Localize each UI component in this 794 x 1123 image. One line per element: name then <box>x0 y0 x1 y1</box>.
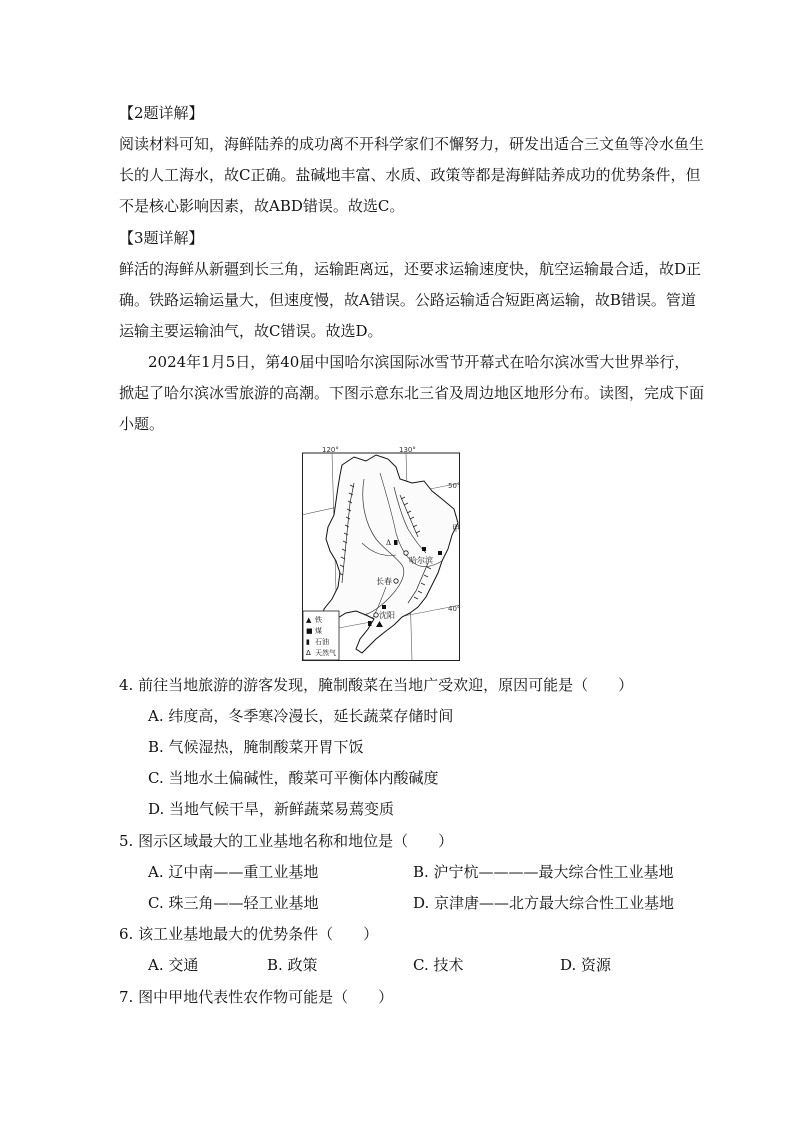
question-6-option-d[interactable]: D. 资源 <box>560 956 612 974</box>
question-5-option-c[interactable]: C. 珠三角——轻工业基地 <box>148 894 319 912</box>
legend-coal-label: 煤 <box>315 627 322 635</box>
city-changchun: 长春 <box>376 577 392 586</box>
intro-line-2: 掀起了哈尔滨冰雪旅游的高潮。下图示意东北三省及周边地区地形分布。读图，完成下面 <box>119 384 705 402</box>
oil-symbol <box>368 621 372 626</box>
region-jia-label: 甲 <box>452 524 460 533</box>
coal-symbol <box>382 605 386 609</box>
intro-line-1: 2024年1月5日，第40届中国哈尔滨国际冰雪节开幕式在哈尔滨冰雪大世界举行， <box>148 353 690 371</box>
harbin-marker <box>404 551 408 555</box>
legend-iron-symbol: ▲ <box>306 616 312 624</box>
legend-iron-label: 铁 <box>315 616 322 624</box>
city-harbin: 哈尔滨 <box>409 556 433 565</box>
lat-label-40: 40° <box>448 605 460 613</box>
lon-label-130: 130° <box>399 446 416 454</box>
explain3-line-2: 确。铁路运输运量大，但速度慢，故A错误。公路运输适合短距离运输，故B错误。管道 <box>119 291 696 309</box>
question-6-stem: 6. 该工业基地最大的优势条件（ ） <box>119 925 379 943</box>
question-4-stem: 4. 前往当地旅游的游客发现，腌制酸菜在当地广受欢迎，原因可能是（ ） <box>119 676 634 694</box>
intro-line-3: 小题。 <box>119 415 165 433</box>
northeast-china-terrain-map <box>302 443 460 661</box>
legend-coal-symbol: ■ <box>306 627 313 635</box>
legend-oil-label: 石油 <box>315 638 329 646</box>
question-7-stem: 7. 图中甲地代表性农作物可能是（ ） <box>119 988 394 1006</box>
legend-oil-symbol: ▮ <box>306 638 310 646</box>
gas-symbol: Δ <box>386 539 392 547</box>
explain2-line-1: 阅读材料可知，海鲜陆养的成功离不开科学家们不懈努力，研发出适合三文鱼等冷水鱼生 <box>119 135 705 153</box>
changchun-marker <box>394 579 398 583</box>
legend-gas-symbol: Δ <box>306 649 311 657</box>
question-5-option-b[interactable]: B. 沪宁杭————最大综合性工业基地 <box>413 863 674 881</box>
coal-symbol <box>422 547 426 551</box>
lon-label-120: 120° <box>322 446 339 454</box>
question-4-option-b[interactable]: B. 气候湿热，腌制酸菜开胃下饭 <box>148 738 364 756</box>
oil-symbol <box>394 540 398 545</box>
shenyang-marker <box>374 613 378 617</box>
explain2-line-3: 不是核心影响因素，故ABD错误。故选C。 <box>119 197 405 215</box>
question-6-option-c[interactable]: C. 技术 <box>413 956 464 974</box>
coal-symbol <box>438 551 442 555</box>
explain2-heading: 【2题详解】 <box>119 104 204 122</box>
explain3-heading: 【3题详解】 <box>119 229 204 247</box>
question-4-option-d[interactable]: D. 当地气候干旱，新鲜蔬菜易蔫变质 <box>148 800 395 818</box>
question-4-option-a[interactable]: A. 纬度高，冬季寒冷漫长，延长蔬菜存储时间 <box>148 707 454 725</box>
question-5-stem: 5. 图示区域最大的工业基地名称和地位是（ ） <box>119 832 454 850</box>
question-6-option-a[interactable]: A. 交通 <box>148 956 199 974</box>
legend-gas-label: 天然气 <box>315 649 336 657</box>
explain3-line-3: 运输主要运输油气，故C错误。故选D。 <box>119 322 383 340</box>
question-5-option-d[interactable]: D. 京津唐——北方最大综合性工业基地 <box>413 894 675 912</box>
explain2-line-2: 长的人工海水，故C正确。盐碱地丰富、水质、政策等都是海鲜陆养成功的优势条件，但 <box>119 166 701 184</box>
explain3-line-1: 鲜活的海鲜从新疆到长三角，运输距离远，还要求运输速度快，航空运输最合适，故D正 <box>119 260 702 278</box>
lat-label-50-inner: 50° <box>448 482 460 490</box>
question-5-option-a[interactable]: A. 辽中南——重工业基地 <box>148 863 319 881</box>
question-6-option-b[interactable]: B. 政策 <box>267 956 318 974</box>
question-4-option-c[interactable]: C. 当地水土偏碱性，酸菜可平衡体内酸碱度 <box>148 769 439 787</box>
city-shenyang: 沈阳 <box>379 611 395 620</box>
